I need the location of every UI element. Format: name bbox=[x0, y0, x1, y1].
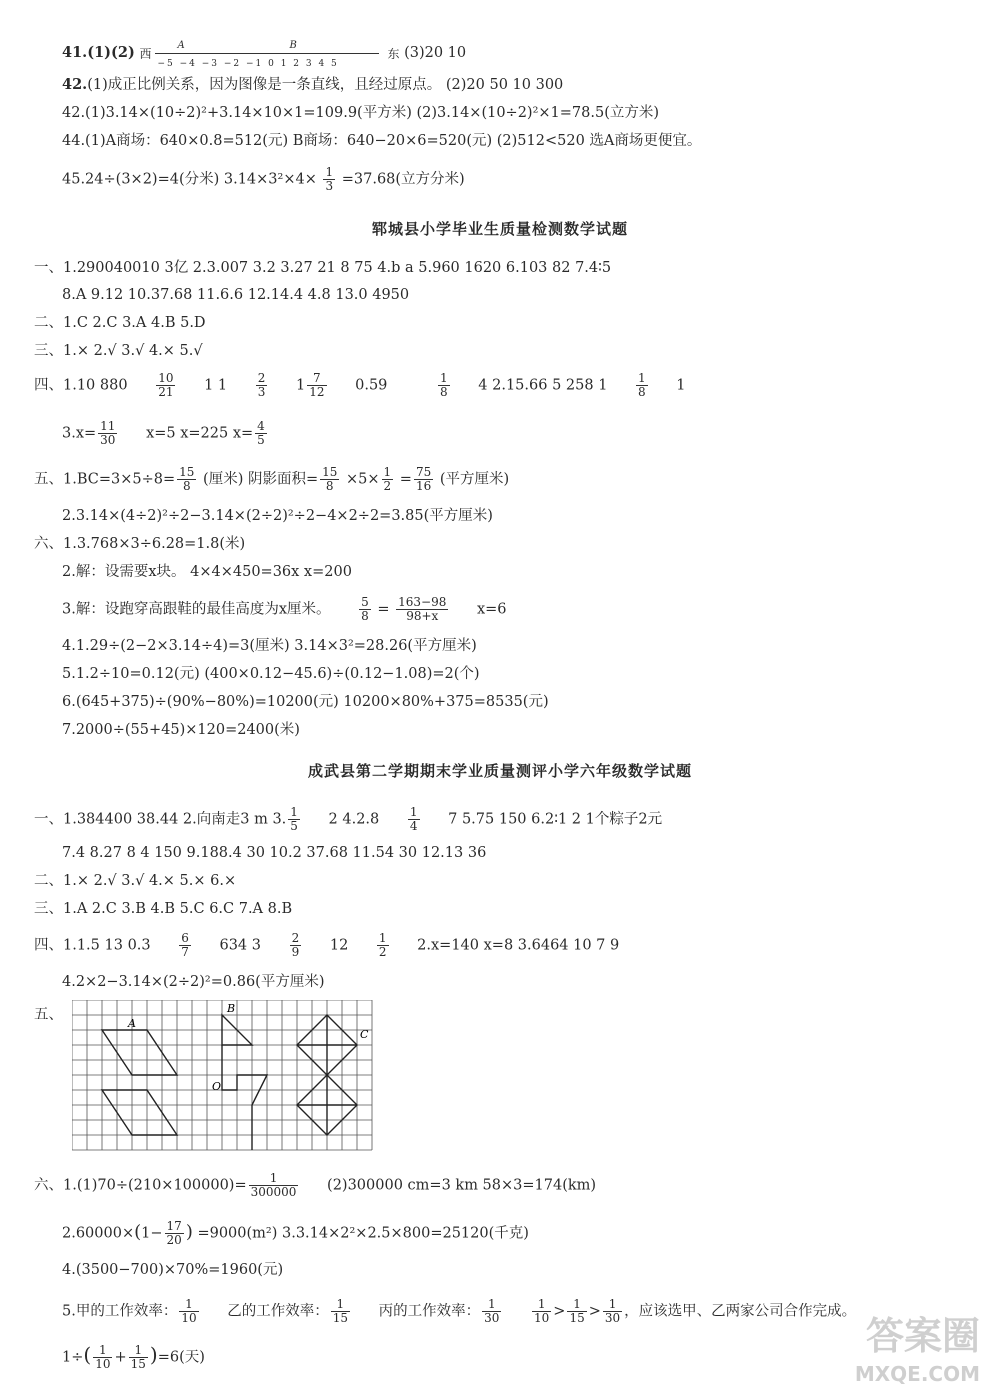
s2-five-label: 五、 bbox=[34, 1007, 63, 1023]
s2-row5: 四、1.1.5 13 0.3 $\frac{6}{7}$ 634 3 $\frac{2}{9}$ 12 $\frac{1}{2}$ 2.x=140 x=8 3.6464 10 7 9 bbox=[34, 931, 620, 959]
line-41 bbox=[62, 40, 467, 69]
parallelogram-a-bottom bbox=[102, 1090, 177, 1135]
s2-row7: 六、1.(1)70÷(210×100000)= $\frac{1}{300000}$ (2)300000 cm=3 km 58×3=174(km) bbox=[34, 1171, 597, 1199]
shape-o bbox=[222, 1045, 267, 1150]
east-label: 东 bbox=[387, 47, 400, 61]
point-b-label: B bbox=[289, 40, 297, 51]
s1-row4: 三、1.× 2.√ 3.√ 4.× 5.√ bbox=[34, 343, 203, 359]
parallelogram-a-top bbox=[102, 1030, 177, 1075]
s2-row9: 4.(3500−700)×70%=1960(元) bbox=[62, 1262, 284, 1278]
q45-text-a: 45.24÷(3×2)=4(分米) 3.14×3²×4× bbox=[62, 171, 317, 188]
s2-row8: 2.60000×(1− $\frac{17}{20}$ ) =9000(m²) 3.3.14×2²×2.5×800=25120(千克) bbox=[62, 1219, 529, 1247]
s1-row3: 二、1.C 2.C 3.A 4.B 5.D bbox=[34, 315, 206, 331]
label-o: O bbox=[212, 1080, 222, 1093]
point-a-label: A bbox=[177, 40, 185, 51]
s1-row5: 四、1.10 880 $\frac{10}{21}$ 1 1 $\frac{2}{3}$ 1 $\frac{7}{12}$ 0.59 $\frac{1}{8}$ 4 2.15.66 5 258 1 $\frac{1}{8}$ 1 bbox=[34, 371, 686, 399]
s1-row15: 7.2000÷(55+45)×120=2400(米) bbox=[62, 722, 300, 738]
q44-text: 44.(1)A商场：640×0.8=512(元) B商场：640−20×6=520(元) (2)512<520 选A商场更便宜。 bbox=[62, 133, 702, 149]
s1-row8: 2.3.14×(4÷2)²÷2−3.14×(2÷2)²÷2−4×2÷2=3.85(平方厘米) bbox=[62, 508, 493, 524]
grid-figure bbox=[72, 1000, 392, 1160]
section-title-1: 郓城县小学毕业生质量检测数学试题 bbox=[371, 220, 628, 238]
s2-row1: 一、1.384400 38.44 2.向南走3 m 3. $\frac{1}{5}$ 2 4.2.8 $\frac{1}{4}$ 7 5.75 150 6.2∶1 2 1个粽子2元 bbox=[34, 805, 663, 833]
s1-row6: 3.x= $\frac{11}{30}$ x=5 x=225 x= $\frac{4}{5}$ bbox=[62, 419, 265, 447]
q45-fraction: $\frac{1}{3}$ bbox=[325, 165, 334, 193]
q41-label: 41.(1)(2) bbox=[62, 44, 135, 61]
number-line bbox=[139, 40, 400, 69]
watermark-logo: 答案圈 bbox=[865, 1314, 980, 1358]
label-c: C bbox=[360, 1028, 369, 1041]
s1-row9: 六、1.3.768×3÷6.28=1.8(米) bbox=[34, 536, 246, 552]
s1-row11: 3.解：设跑穿高跟鞋的最佳高度为x厘米。 $\frac{5}{8}$ = $\frac{163-98}{98+x}$ x=6 bbox=[62, 595, 507, 623]
west-label: 西 bbox=[139, 47, 152, 61]
s1-row13: 5.1.2÷10=0.12(元) (400×0.12−45.6)÷(0.12−1.08)=2(个) bbox=[62, 666, 480, 682]
watermark-url: MXQE.COM bbox=[854, 1362, 980, 1386]
q43-text: 42.(1)3.14×(10÷2)²+3.14×10×1=109.9(平方米) (2)3.14×(10÷2)²×1=78.5(立方米) bbox=[62, 105, 660, 121]
s1-row1: 一、1.290040010 3亿 2.3.007 3.2 3.27 21 8 75 4.b a 5.960 1620 6.103 82 7.4∶5 bbox=[34, 260, 612, 276]
q45-text-b: =37.68(立方分米) bbox=[341, 171, 465, 188]
section-title-2: 成武县第二学期期末学业质量测评小学六年级数学试题 bbox=[307, 762, 692, 780]
s2-row10: 5.甲的工作效率： $\frac{1}{10}$ 乙的工作效率： $\frac{1}{15}$ 丙的工作效率： $\frac{1}{30}$ $\frac{1}{10}$ > $\frac{1}{15}$ > $\frac{1}{30}$ ，应该选甲、乙两家公司合作完成。 bbox=[62, 1297, 857, 1325]
s1-row7: 五、1.BC=3×5÷8= $\frac{15}{8}$ (厘米) 阴影面积= $\frac{15}{8}$ ×5× $\frac{1}{2}$ = $\frac{75}{16}$ (平方厘米) bbox=[34, 465, 510, 493]
s1-row12: 4.1.29÷(2−2×3.14÷4)=3(厘米) 3.14×3²=28.26(平方厘米) bbox=[62, 638, 477, 654]
s2-row6: 4.2×2−3.14×(2÷2)²=0.86(平方厘米) bbox=[62, 974, 325, 990]
s1-row14: 6.(645+375)÷(90%−80%)=10200(元) 10200×80%+375=8535(元) bbox=[62, 694, 549, 710]
line-45 bbox=[62, 166, 465, 193]
tick-labels: −5 −4 −3 −2 −1 0 1 2 3 4 5 bbox=[157, 59, 339, 69]
s2-row11: 1÷( $\frac{1}{10}$ + $\frac{1}{15}$ )=6(天) bbox=[62, 1342, 205, 1371]
s1-row10: 2.解：设需要x块。 4×4×450=36x x=200 bbox=[62, 564, 352, 580]
q41-part3: (3)20 10 bbox=[404, 45, 467, 61]
s1-row2: 8.A 9.12 10.37.68 11.6.6 12.14.4 4.8 13.0 4950 bbox=[62, 287, 410, 303]
line-41b: 42.(1)成正比例关系，因为图像是一条直线，且经过原点。 (2)20 50 10 300 bbox=[62, 76, 564, 93]
label-b: B bbox=[227, 1002, 236, 1015]
q42-text: (1)成正比例关系，因为图像是一条直线，且经过原点。 (2)20 50 10 300 bbox=[87, 77, 564, 93]
s2-row2: 7.4 8.27 8 4 150 9.188.4 30 10.2 37.68 11.54 30 12.13 36 bbox=[62, 845, 487, 861]
line-42 bbox=[62, 103, 659, 123]
s2-row3: 二、1.× 2.√ 3.√ 4.× 5.× 6.× bbox=[34, 873, 237, 889]
label-a: A bbox=[128, 1017, 136, 1030]
line-44 bbox=[62, 131, 701, 151]
s2-row4: 三、1.A 2.C 3.B 4.B 5.C 6.C 7.A 8.B bbox=[34, 901, 293, 917]
